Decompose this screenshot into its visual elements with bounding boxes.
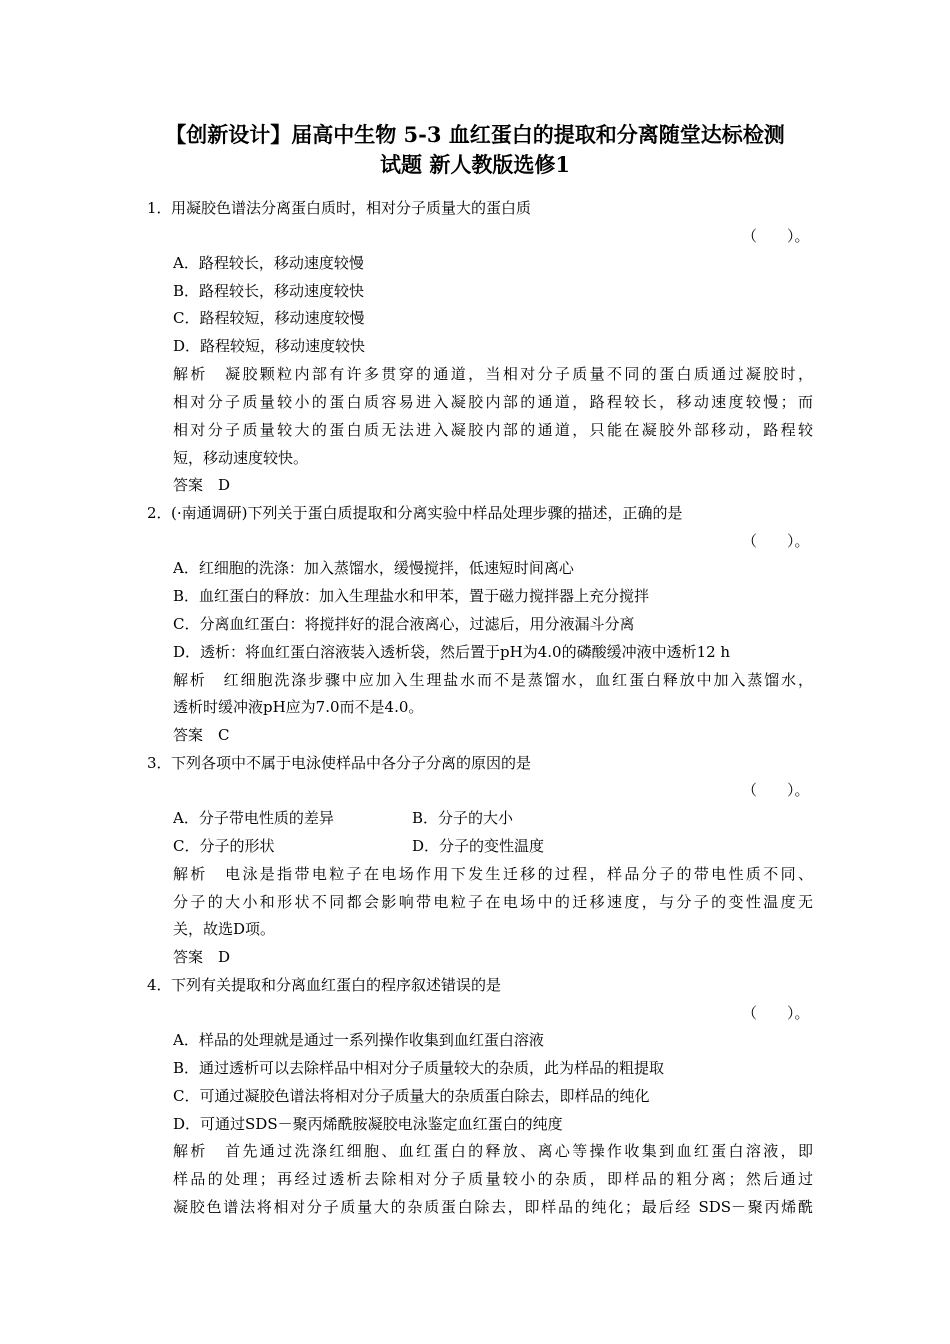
question-1-stem: [147, 198, 531, 218]
question-1-option-d: D．路程较短，移动速度较快: [173, 337, 366, 355]
question-2-blank: （ ）。: [742, 532, 810, 550]
question-1-analysis-line: 相对分子质量较小的蛋白质容易进入凝胶内部的通道，路程较长，移动速度较慢；而: [173, 393, 813, 411]
question-3-option-b: B．分子的大小: [412, 809, 514, 827]
question-1-answer: 答案 D: [173, 476, 231, 494]
document-title-line2: 试题 新人教版选修1: [380, 152, 570, 177]
question-1-option-c: C．路程较短，移动速度较慢: [173, 309, 365, 327]
question-2-option-c: C．分离血红蛋白：将搅拌好的混合液离心，过滤后，用分液漏斗分离: [173, 615, 635, 633]
question-1-analysis-line: 解析 凝胶颗粒内部有许多贯穿的通道，当相对分子质量不同的蛋白质通过凝胶时，: [173, 365, 813, 383]
document-title-line1: 【创新设计】届高中生物 5-3 血红蛋白的提取和分离随堂达标检测: [165, 122, 785, 147]
question-3-analysis-line: 解析 电泳是指带电粒子在电场作用下发生迁移的过程，样品分子的带电性质不同、: [173, 865, 813, 883]
question-text: 下列各项中不属于电泳使样品中各分子分离的原因的是: [171, 754, 532, 772]
question-1-option-a: A．路程较长，移动速度较慢: [173, 254, 364, 272]
question-4-blank: （ ）。: [742, 1004, 810, 1022]
question-2-option-b: B．血红蛋白的释放：加入生理盐水和甲苯，置于磁力搅拌器上充分搅拌: [173, 587, 650, 605]
question-3-analysis-line: 关，故选D项。: [173, 920, 276, 938]
question-number: 1．: [147, 199, 172, 217]
question-number: 4．: [147, 976, 172, 994]
question-4-analysis-line: 解析 首先通过洗涤红细胞、血红蛋白的释放、离心等操作收集到血红蛋白溶液，即: [173, 1142, 813, 1160]
question-4-analysis-line: 凝胶色谱法将相对分子质量大的杂质蛋白除去，即样品的纯化；最后经 SDS－聚丙烯酰: [173, 1198, 813, 1216]
question-2-option-a: A．红细胞的洗涤：加入蒸馏水，缓慢搅拌，低速短时间离心: [173, 559, 574, 577]
question-number: 3．: [147, 754, 172, 772]
question-3-stem: [147, 753, 531, 773]
question-4-option-a: A．样品的处理就是通过一系列操作收集到血红蛋白溶液: [173, 1031, 544, 1049]
question-2-answer: 答案 C: [173, 726, 230, 744]
question-4-stem: [147, 975, 501, 995]
question-number: 2．: [147, 504, 172, 522]
question-4-option-b: B．通过透析可以去除样品中相对分子质量较大的杂质，此为样品的粗提取: [173, 1059, 665, 1077]
question-4-option-c: C．可通过凝胶色谱法将相对分子质量大的杂质蛋白除去，即样品的纯化: [173, 1087, 650, 1105]
question-text: 下列有关提取和分离血红蛋白的程序叙述错误的是: [171, 976, 502, 994]
question-1-analysis-line: 相对分子质量较大的蛋白质无法进入凝胶内部的通道，只能在凝胶外部移动，路程较: [173, 421, 813, 439]
question-text: 用凝胶色谱法分离蛋白质时，相对分子质量大的蛋白质: [171, 199, 532, 217]
question-text: (·南通调研)下列关于蛋白质提取和分离实验中样品处理步骤的描述，正确的是: [171, 504, 683, 522]
question-3-analysis-line: 分子的大小和形状不同都会影响带电粒子在电场中的迁移速度，与分子的变性温度无: [173, 893, 813, 911]
question-3-option-d: D．分子的变性温度: [412, 837, 545, 855]
question-3-blank: （ ）。: [742, 781, 810, 799]
question-3-option-a: A．分子带电性质的差异: [173, 809, 334, 827]
question-2-analysis-line: 透析时缓冲液pH应为7.0而不是4.0。: [173, 698, 424, 716]
question-2-option-d: D．透析：将血红蛋白溶液装入透析袋，然后置于pH为4.0的磷酸缓冲液中透析12 h: [173, 643, 731, 661]
question-1-analysis-line: 短，移动速度较快。: [173, 449, 309, 467]
question-3-option-c: C．分子的形状: [173, 837, 275, 855]
question-4-analysis-line: 样品的处理；再经过透析去除相对分子质量较小的杂质，即样品的粗分离；然后通过: [173, 1170, 813, 1188]
question-3-answer: 答案 D: [173, 948, 231, 966]
question-2-stem: [147, 503, 682, 523]
question-1-blank: （ ）。: [742, 227, 810, 245]
question-4-option-d: D．可通过SDS－聚丙烯酰胺凝胶电泳鉴定血红蛋白的纯度: [173, 1115, 563, 1133]
question-2-analysis-line: 解析 红细胞洗涤步骤中应加入生理盐水而不是蒸馏水，血红蛋白释放中加入蒸馏水，: [173, 671, 813, 689]
question-1-option-b: B．路程较长，移动速度较快: [173, 282, 365, 300]
